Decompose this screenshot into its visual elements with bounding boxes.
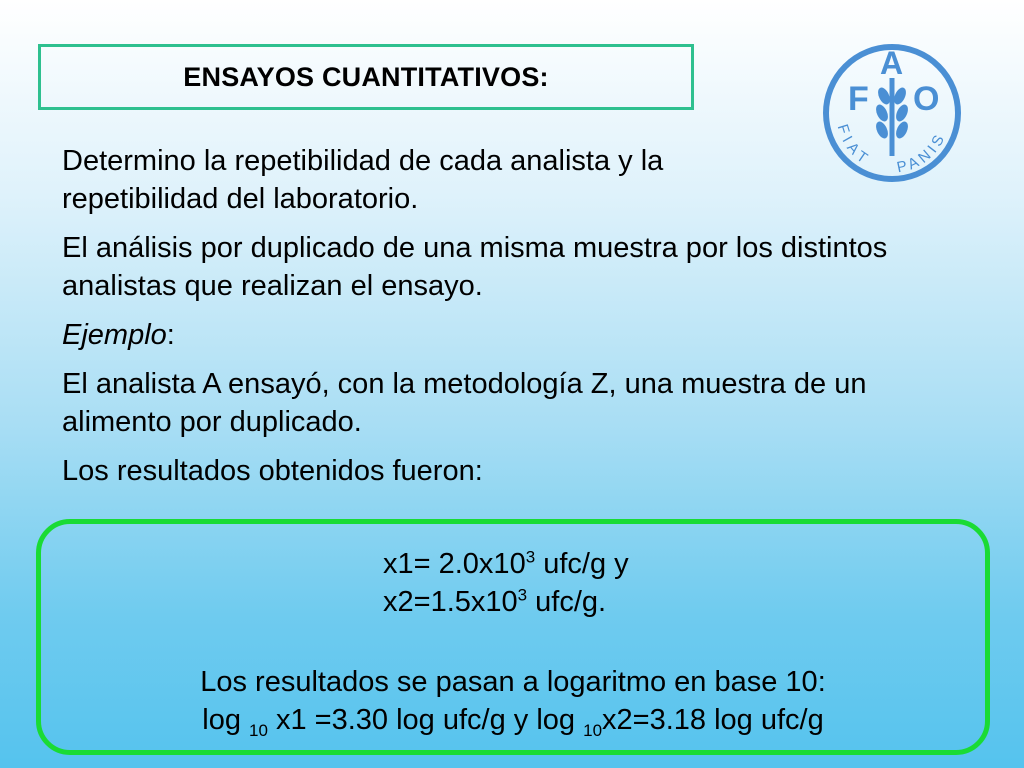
logo-motto-left: FIAT <box>833 122 875 170</box>
paragraph-analista: El analista A ensayó, con la metodología Z, una muestra de un alimento por duplicado. <box>62 368 867 438</box>
log-results: log $_{10}$ x1 =3.30 log ufc/g y log $_{10}$x2=3.18 log ufc/g <box>202 704 824 740</box>
logo-motto-right: PANIS <box>895 129 950 177</box>
title-box <box>38 44 694 110</box>
logo-letter-o: O <box>913 80 940 118</box>
result-x1: $x1= 2.0x10^3$ ufc/g y <box>383 547 629 580</box>
log-intro: Los resultados se pasan a logaritmo en base 10: <box>200 666 826 698</box>
slide-title: ENSAYOS CUANTITATIVOS: <box>183 61 549 92</box>
body-text <box>62 142 992 501</box>
logo-letter-a: A <box>880 45 904 81</box>
ejemplo-label: Ejemplo <box>62 319 167 351</box>
logo-letter-f: F <box>848 80 869 118</box>
result-x2: $x2=1.5x10^3$ ufc/g. <box>383 585 607 618</box>
paragraph-analisis: El análisis por duplicado de una misma muestra por los distintos analistas que realizan el ensayo. <box>62 232 888 302</box>
paragraph-repetibilidad: Determino la repetibilidad de cada analista y la repetibilidad del laboratorio. <box>62 145 664 215</box>
results-box <box>36 519 990 755</box>
paragraph-ejemplo: Ejemplo: <box>62 319 175 351</box>
paragraph-resultados: Los resultados obtenidos fueron: <box>62 455 483 487</box>
